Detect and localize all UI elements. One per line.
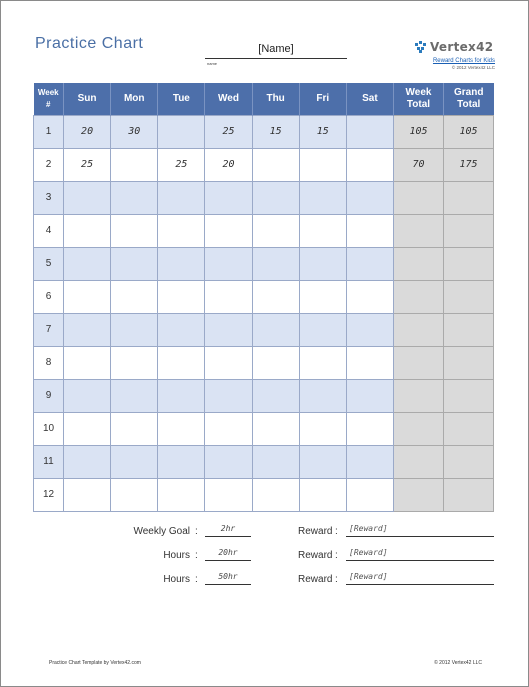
goal-label: Weekly Goal xyxy=(133,526,190,537)
grand-total-cell xyxy=(444,346,494,379)
name-value: [Name] xyxy=(258,43,294,55)
day-cell-sun[interactable] xyxy=(64,247,111,280)
day-cell-wed[interactable] xyxy=(205,280,252,313)
week-number-cell: 7 xyxy=(34,313,64,346)
week-number-cell: 8 xyxy=(34,346,64,379)
day-cell-tue[interactable] xyxy=(158,115,205,148)
day-cell-sun[interactable] xyxy=(64,346,111,379)
day-cell-fri[interactable] xyxy=(299,379,346,412)
table-row xyxy=(34,379,494,412)
vertex42-logo-icon xyxy=(415,41,427,53)
day-cell-sat[interactable] xyxy=(346,247,393,280)
day-cell-sat[interactable] xyxy=(346,148,393,181)
table-row xyxy=(34,181,494,214)
grand-total-cell xyxy=(444,478,494,511)
week-number-cell: 4 xyxy=(34,214,64,247)
day-cell-wed[interactable] xyxy=(205,346,252,379)
table-row xyxy=(34,280,494,313)
day-cell-mon[interactable] xyxy=(111,181,158,214)
week-total-cell xyxy=(394,280,444,313)
day-cell-thu[interactable] xyxy=(252,346,299,379)
day-cell-wed[interactable] xyxy=(205,379,252,412)
grand-total-cell xyxy=(444,313,494,346)
goal-colon: : xyxy=(195,550,198,561)
day-cell-wed[interactable] xyxy=(205,478,252,511)
grand-total-cell: 105 xyxy=(444,115,494,148)
day-cell-mon[interactable] xyxy=(111,379,158,412)
day-cell-wed[interactable] xyxy=(205,181,252,214)
goal-value-field[interactable]: 50hr xyxy=(205,572,251,585)
col-sun: Sun xyxy=(64,83,111,115)
day-cell-sat[interactable] xyxy=(346,214,393,247)
grand-total-cell xyxy=(444,280,494,313)
day-cell-tue[interactable] xyxy=(158,445,205,478)
name-label: name xyxy=(207,61,218,66)
day-cell-wed[interactable] xyxy=(205,313,252,346)
table-row xyxy=(34,313,494,346)
week-total-cell xyxy=(394,478,444,511)
day-cell-fri[interactable] xyxy=(299,214,346,247)
grand-total-cell xyxy=(444,379,494,412)
week-number-cell: 10 xyxy=(34,412,64,445)
day-cell-mon[interactable] xyxy=(111,346,158,379)
day-cell-fri[interactable] xyxy=(299,445,346,478)
goal-colon: : xyxy=(195,526,198,537)
day-cell-sun[interactable] xyxy=(64,280,111,313)
week-total-cell xyxy=(394,346,444,379)
reward-colon: : xyxy=(335,526,338,537)
day-cell-sun[interactable] xyxy=(64,214,111,247)
page-title: Practice Chart xyxy=(35,35,144,52)
week-number-cell: 12 xyxy=(34,478,64,511)
day-cell-tue[interactable] xyxy=(158,346,205,379)
day-cell-tue[interactable] xyxy=(158,181,205,214)
day-cell-fri[interactable] xyxy=(299,346,346,379)
goal-label: Hours xyxy=(163,574,190,585)
day-cell-thu[interactable] xyxy=(252,214,299,247)
day-cell-thu[interactable] xyxy=(252,181,299,214)
col-grand-total: Grand Total xyxy=(444,83,494,115)
goal-colon: : xyxy=(195,574,198,585)
reward-value-field[interactable]: [Reward] xyxy=(346,548,494,561)
day-cell-sun[interactable] xyxy=(64,379,111,412)
day-cell-tue[interactable] xyxy=(158,478,205,511)
table-row xyxy=(34,214,494,247)
reward-value-field[interactable]: [Reward] xyxy=(346,572,494,585)
day-cell-tue[interactable] xyxy=(158,379,205,412)
day-cell-thu[interactable] xyxy=(252,247,299,280)
day-cell-fri[interactable] xyxy=(299,478,346,511)
col-week: Week # xyxy=(34,83,64,115)
goal-value-field[interactable]: 20hr xyxy=(205,548,251,561)
table-row xyxy=(34,148,494,181)
day-cell-sun[interactable] xyxy=(64,412,111,445)
grand-total-cell xyxy=(444,181,494,214)
day-cell-sat[interactable] xyxy=(346,478,393,511)
day-cell-thu[interactable] xyxy=(252,313,299,346)
grand-total-cell xyxy=(444,445,494,478)
day-cell-mon[interactable] xyxy=(111,445,158,478)
vertex42-logo xyxy=(415,39,495,79)
col-wed: Wed xyxy=(205,83,252,115)
table-row xyxy=(34,115,494,148)
day-cell-thu[interactable] xyxy=(252,478,299,511)
col-mon: Mon xyxy=(111,83,158,115)
day-cell-sat[interactable] xyxy=(346,280,393,313)
week-number-cell: 11 xyxy=(34,445,64,478)
day-cell-sun[interactable] xyxy=(64,478,111,511)
week-total-cell xyxy=(394,214,444,247)
day-cell-fri[interactable] xyxy=(299,247,346,280)
day-cell-thu[interactable] xyxy=(252,412,299,445)
col-tue: Tue xyxy=(158,83,205,115)
grand-total-cell xyxy=(444,214,494,247)
day-cell-mon[interactable] xyxy=(111,478,158,511)
day-cell-fri[interactable] xyxy=(299,181,346,214)
week-total-cell xyxy=(394,445,444,478)
day-cell-tue[interactable]: 25 xyxy=(158,148,205,181)
day-cell-tue[interactable] xyxy=(158,280,205,313)
day-cell-fri[interactable] xyxy=(299,280,346,313)
day-cell-wed[interactable]: 20 xyxy=(205,148,252,181)
reward-label: Reward xyxy=(298,574,333,585)
grand-total-cell: 175 xyxy=(444,148,494,181)
day-cell-wed[interactable] xyxy=(205,445,252,478)
goal-label: Hours xyxy=(163,550,190,561)
day-cell-thu[interactable] xyxy=(252,445,299,478)
footer-left: Practice Chart Template by Vertex42.com xyxy=(49,660,141,666)
logo-brand: Vertex42 xyxy=(430,40,494,54)
week-number-cell: 2 xyxy=(34,148,64,181)
name-field[interactable] xyxy=(205,39,347,59)
day-cell-wed[interactable] xyxy=(205,412,252,445)
week-number-cell: 5 xyxy=(34,247,64,280)
reward-label: Reward xyxy=(298,550,333,561)
reward-label: Reward xyxy=(298,526,333,537)
week-total-cell xyxy=(394,247,444,280)
day-cell-sun[interactable]: 25 xyxy=(64,148,111,181)
day-cell-tue[interactable] xyxy=(158,412,205,445)
day-cell-thu[interactable] xyxy=(252,280,299,313)
day-cell-wed[interactable]: 25 xyxy=(205,115,252,148)
week-number-cell: 3 xyxy=(34,181,64,214)
day-cell-fri[interactable]: 15 xyxy=(299,115,346,148)
week-total-cell: 105 xyxy=(394,115,444,148)
day-cell-mon[interactable] xyxy=(111,313,158,346)
day-cell-fri[interactable] xyxy=(299,313,346,346)
day-cell-mon[interactable]: 30 xyxy=(111,115,158,148)
table-row xyxy=(34,247,494,280)
table-row xyxy=(34,445,494,478)
week-total-cell xyxy=(394,412,444,445)
col-thu: Thu xyxy=(252,83,299,115)
day-cell-mon[interactable] xyxy=(111,280,158,313)
reward-value-field[interactable]: [Reward] xyxy=(346,524,494,537)
week-number-cell: 9 xyxy=(34,379,64,412)
day-cell-sun[interactable] xyxy=(64,181,111,214)
day-cell-mon[interactable] xyxy=(111,214,158,247)
week-total-cell xyxy=(394,313,444,346)
day-cell-tue[interactable] xyxy=(158,247,205,280)
week-total-cell xyxy=(394,181,444,214)
col-fri: Fri xyxy=(299,83,346,115)
col-week-total: Week Total xyxy=(394,83,444,115)
day-cell-sun[interactable] xyxy=(64,445,111,478)
day-cell-mon[interactable] xyxy=(111,148,158,181)
day-cell-sat[interactable] xyxy=(346,412,393,445)
day-cell-fri[interactable] xyxy=(299,412,346,445)
day-cell-sat[interactable] xyxy=(346,379,393,412)
reward-charts-link[interactable]: Reward Charts for Kids xyxy=(432,58,495,64)
day-cell-mon[interactable] xyxy=(111,412,158,445)
footer-right: © 2012 Vertex42 LLC xyxy=(434,660,482,666)
table-row xyxy=(34,412,494,445)
day-cell-sun[interactable] xyxy=(64,313,111,346)
logo-copyright: © 2012 Vertex42 LLC xyxy=(451,65,495,70)
grand-total-cell xyxy=(444,412,494,445)
day-cell-sat[interactable] xyxy=(346,181,393,214)
goal-value-field[interactable]: 2hr xyxy=(205,524,251,537)
day-cell-sun[interactable]: 20 xyxy=(64,115,111,148)
day-cell-thu[interactable] xyxy=(252,148,299,181)
grand-total-cell xyxy=(444,247,494,280)
day-cell-sat[interactable] xyxy=(346,346,393,379)
week-number-cell: 1 xyxy=(34,115,64,148)
day-cell-wed[interactable] xyxy=(205,214,252,247)
week-total-cell: 70 xyxy=(394,148,444,181)
day-cell-sat[interactable] xyxy=(346,313,393,346)
day-cell-tue[interactable] xyxy=(158,313,205,346)
day-cell-thu[interactable]: 15 xyxy=(252,115,299,148)
day-cell-wed[interactable] xyxy=(205,247,252,280)
practice-table xyxy=(33,83,494,512)
reward-colon: : xyxy=(335,550,338,561)
week-total-cell xyxy=(394,379,444,412)
table-row xyxy=(34,478,494,511)
day-cell-thu[interactable] xyxy=(252,379,299,412)
reward-colon: : xyxy=(335,574,338,585)
week-number-cell: 6 xyxy=(34,280,64,313)
day-cell-mon[interactable] xyxy=(111,247,158,280)
day-cell-fri[interactable] xyxy=(299,148,346,181)
table-header-row xyxy=(34,83,494,115)
day-cell-sat[interactable] xyxy=(346,445,393,478)
day-cell-tue[interactable] xyxy=(158,214,205,247)
day-cell-sat[interactable] xyxy=(346,115,393,148)
col-sat: Sat xyxy=(346,83,393,115)
table-row xyxy=(34,346,494,379)
